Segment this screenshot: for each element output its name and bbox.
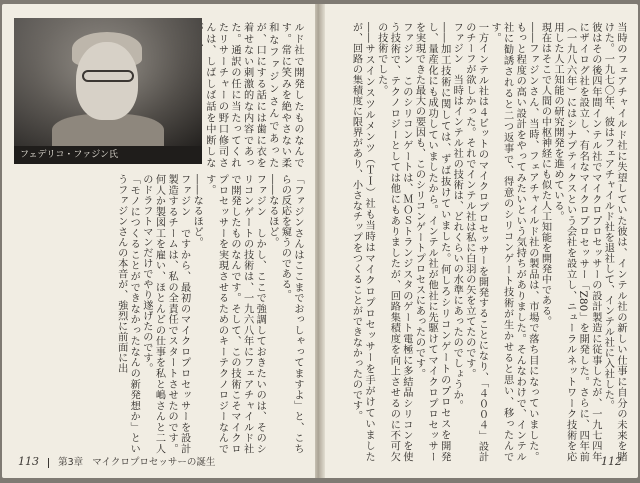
chapter-label: 第3章 xyxy=(58,457,84,468)
page-number: 112 xyxy=(601,455,622,468)
left-page xyxy=(2,4,315,478)
paragraph: ――ファジンさん、当時、フェアチャイルド社の製品は、市場で落ち目になっていました。もっと程度の高い設計をやってみたいという気持ちがありました。そんなわけで、インテル社に勧誘されると二つ返事で、得意のシリコンゲート技術が生かせると思い、移ったんです。 xyxy=(489,22,538,462)
paragraph: 「モノにつくることができなかったなんの新発想か」というファジンさんの本音が、強烈に前面に出 xyxy=(115,174,140,454)
paragraph: 一方インテル社は４ビットのマイクロプロセッサーを開発することになり、「４００４」設計のチーフが欲しかった。それでインテル社は私に白羽の矢を立てたのです。 xyxy=(463,22,488,462)
paragraph: ファジン 当時はインテル社の技術は、どれくらいの水準にあったのでしょうか。 xyxy=(451,22,463,411)
paragraph: ファジン ですから、最初のマイクロプロセッサーを設計製造するチームは、私の全責任でスタートさせたのです。何人か製図工を雇い、ほとんどの仕事を私と嶋さんと二人のドラフトマンだけでやり遂げたのです。 xyxy=(140,174,190,454)
chapter-title: マイクロプロセッサーの誕生 xyxy=(92,457,216,468)
right-page xyxy=(323,4,638,478)
paragraph: ――なるほど。 xyxy=(191,174,203,248)
left-page-top-text xyxy=(203,22,303,168)
left-page-body-text xyxy=(14,174,303,454)
paragraph: 現在はそこで人間の中枢神経にも似た人工知能を開発中である。 xyxy=(539,22,551,327)
paragraph: ――加工技術に関しては、ずば抜けていました。何しろシリコンゲートのプロセスを開発し、量産化にも成功していましたから。インテル社が他社に先駆けてマイクロプロセッサーを実現できた最大の要因も、このシリコンゲートプロセスにあったのです。 xyxy=(413,22,450,462)
paragraph: 彼はその後四年間インテル社でマイクロプロセッサーの設計製造に従事したが、一九七四年にザイログ社を設立し、有名なマイクロプロセッサー「Z80」を開発した。さらに、四年前（一九八六年）にはシナプティクスという会社を設立し、ニューラルネットワーク技術を応用した人工知能の研究開発を進めている。 xyxy=(552,22,601,462)
portrait-photo xyxy=(14,18,202,146)
paragraph: ファジン このシリコンゲートは、ＭＯＳトランジスタのゲート電極に多結晶シリコンを使う技術で、テクノロジーとしては他にもありましたが、回路集積度を向上させるのに不可欠の技術でした。 xyxy=(375,22,412,462)
right-page-body-text xyxy=(341,22,626,462)
left-page-footer xyxy=(18,454,215,468)
paragraph: ファジン しかし、ここで強調しておきたいのは、そのシリコンゲートの技術は、一九六八年にフェアチャイルド社で開発したものなんです。そして、この技術こそマイクロプロセッサーを実現させるためのキーテクノロジーなんです。 xyxy=(203,174,266,454)
paragraph: 当時のフェアチャイルド社に失望していた彼は、インテル社の新しい仕事に自分の未来を賭けた。一九七〇年、彼はフェアチャイルド社を退社して、インテル社に入社した。 xyxy=(602,22,626,462)
right-page-footer xyxy=(601,455,622,468)
paragraph: ――サスインスツルメンツ（ＴＩ）社も当時はマイクロプロセッサーを手がけていましたが、回路の集積度に限界があり、小さなチップをつくることができなかったのです。 xyxy=(350,22,375,462)
paragraph: ――なるほど。 xyxy=(266,174,278,248)
photo-caption: フェデリコ・ファジン氏 xyxy=(14,146,202,164)
paragraph: ルド社で開発したものなんです。常に笑みを絶やさない柔和なファジンさんであったが、口にする話には歯に衣を着せない刺激的な内容であった。通訳の任に当たってくれたリサーチャーの野口修司さんは、しばしば話を中断しな xyxy=(203,22,303,168)
paragraph: 「ファジンさんはここまでおっしゃってますよ」と、こちらの反応を窺うのである。 xyxy=(279,174,303,454)
page-number: 113 xyxy=(18,455,39,468)
